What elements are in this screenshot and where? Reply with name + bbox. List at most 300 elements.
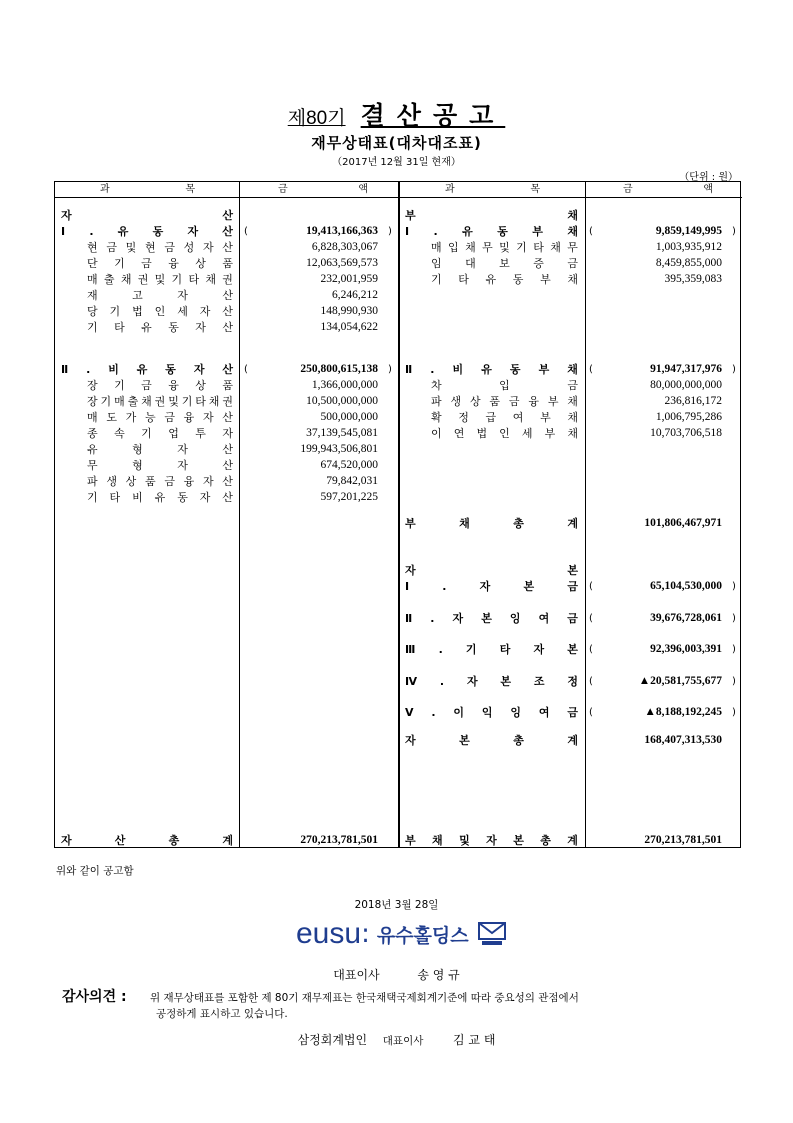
label-char: 금 bbox=[141, 257, 152, 270]
label-char: Ⅱ bbox=[405, 363, 413, 376]
label-char: 임 bbox=[431, 257, 442, 270]
header-amount-right bbox=[585, 182, 742, 198]
label-char: 상 bbox=[125, 475, 137, 488]
label-char: 유 bbox=[87, 443, 98, 456]
label-char: 유 bbox=[462, 225, 473, 238]
ceo-name: 송 영 규 bbox=[417, 968, 460, 982]
label-char: 품 bbox=[222, 379, 233, 392]
label-char: 유 bbox=[136, 363, 148, 376]
label-char: Ⅳ bbox=[405, 674, 418, 688]
label-char: 총 bbox=[540, 834, 551, 847]
table-row bbox=[55, 304, 742, 319]
row-amount: 101,806,467,971 bbox=[644, 517, 722, 529]
label-char: 본 bbox=[513, 834, 524, 847]
label-char: 잉 bbox=[509, 611, 521, 625]
label-char: 산 bbox=[222, 209, 233, 222]
logo-en: eusu bbox=[296, 917, 362, 950]
label-char: 급 bbox=[485, 411, 497, 424]
label-char: Ⅴ bbox=[405, 706, 414, 719]
ceo-line bbox=[0, 966, 793, 983]
label-char: 산 bbox=[222, 475, 233, 488]
label-char: 동 bbox=[509, 363, 521, 376]
label-char: 법 bbox=[132, 305, 143, 318]
row-amount: 10,703,706,518 bbox=[650, 427, 722, 439]
label-char: 산 bbox=[222, 459, 233, 472]
label-char: 타 bbox=[499, 643, 511, 656]
table-row bbox=[55, 426, 742, 441]
title-main: 결산공고 bbox=[360, 101, 506, 130]
label-char: 속 bbox=[114, 427, 125, 440]
label-char: 금 bbox=[623, 184, 633, 195]
label-char: 무 bbox=[567, 241, 578, 254]
label-char: 채 bbox=[567, 225, 578, 238]
label-char: 융 bbox=[168, 257, 179, 270]
label-char: 자 bbox=[177, 289, 188, 302]
ceo-title: 대표이사 bbox=[333, 968, 380, 982]
row-amount: ▲8,188,192,245 bbox=[644, 706, 722, 718]
label-char: 타 bbox=[114, 321, 125, 334]
row-amount: 92,396,003,391 bbox=[650, 643, 722, 655]
label-char: 권 bbox=[154, 395, 166, 408]
row-label bbox=[405, 833, 578, 848]
label-char: 채 bbox=[465, 241, 476, 254]
label-char: 본 bbox=[523, 580, 535, 593]
label-char: 대 bbox=[465, 257, 476, 270]
label-char: 권 bbox=[222, 273, 233, 286]
label-char: 비 bbox=[452, 363, 464, 376]
label-char: 자 bbox=[202, 411, 214, 424]
label-char: 기 bbox=[181, 395, 193, 408]
label-char: 매 bbox=[431, 241, 442, 254]
audit-opinion bbox=[150, 990, 710, 1022]
label-char: 품 bbox=[489, 395, 501, 408]
row-label bbox=[87, 320, 233, 335]
label-char: 입 bbox=[499, 379, 510, 392]
label-char: 금 bbox=[141, 379, 152, 392]
label-char: . bbox=[430, 611, 435, 625]
label-char: 금 bbox=[508, 395, 520, 408]
label-char: 권 bbox=[137, 273, 149, 286]
label-char: 기 bbox=[141, 427, 152, 440]
label-char: 금 bbox=[278, 184, 288, 195]
row-label bbox=[431, 240, 578, 255]
row-amount: 6,828,303,067 bbox=[311, 241, 378, 253]
table-row bbox=[55, 458, 742, 473]
unit-note: （단위 : 원） bbox=[679, 172, 738, 183]
label-char: 총 bbox=[168, 834, 180, 847]
row-amount: 6,246,212 bbox=[332, 289, 378, 301]
label-char: 산 bbox=[222, 363, 233, 376]
label-char: 채 bbox=[205, 273, 216, 286]
audit-text-line: 위 재무상태표를 포함한 제 80기 재무제표는 한국채택국제회계기준에 따라 중요성의 관점에서 bbox=[150, 992, 579, 1004]
label-char: 자 bbox=[61, 209, 72, 222]
row-label bbox=[405, 563, 578, 578]
table-row bbox=[55, 394, 742, 409]
label-char: 총 bbox=[513, 734, 524, 747]
label-char: 과 bbox=[100, 184, 110, 195]
paren-close: ) bbox=[732, 612, 736, 624]
label-char: 채 bbox=[459, 517, 470, 530]
total-row bbox=[55, 516, 742, 531]
row-amount: 79,842,031 bbox=[326, 475, 378, 487]
label-char: 계 bbox=[567, 517, 578, 530]
label-char: 산 bbox=[222, 289, 233, 302]
subtitle: 재무상태표(대차대조표) bbox=[311, 134, 482, 152]
label-char: . bbox=[442, 580, 447, 593]
paren-open: ( bbox=[244, 364, 248, 375]
label-char: 융 bbox=[528, 395, 539, 408]
row-amount: 236,816,172 bbox=[664, 395, 722, 407]
label-char: 도 bbox=[106, 411, 117, 424]
row-label bbox=[405, 362, 578, 377]
label-char: 기 bbox=[516, 241, 527, 254]
row-amount: 199,943,506,801 bbox=[300, 443, 378, 455]
label-char: 자 bbox=[222, 427, 233, 440]
label-char: 총 bbox=[513, 517, 524, 530]
label-char: 채 bbox=[120, 273, 132, 286]
label-char: 자 bbox=[193, 363, 205, 376]
row-label bbox=[431, 256, 578, 271]
row-amount: 597,201,225 bbox=[320, 491, 378, 503]
label-char: 인 bbox=[154, 305, 166, 318]
label-char: 자 bbox=[202, 241, 214, 254]
row-label bbox=[87, 458, 233, 473]
label-char: 자 bbox=[177, 459, 188, 472]
auditor-line bbox=[0, 1031, 793, 1048]
label-char: . bbox=[438, 643, 443, 656]
paren-open: ( bbox=[589, 675, 593, 687]
label-char: 채 bbox=[567, 395, 578, 408]
row-label bbox=[87, 288, 233, 303]
label-char: 파 bbox=[431, 395, 442, 408]
label-char: 자 bbox=[202, 475, 214, 488]
label-char: 유 bbox=[141, 321, 152, 334]
label-char: 기 bbox=[171, 273, 183, 286]
label-char: 부 bbox=[547, 395, 559, 408]
section-liabilities bbox=[55, 208, 742, 223]
label-char: 동 bbox=[497, 225, 508, 238]
paren-close: ) bbox=[732, 707, 736, 718]
auditor-name: 김 교 태 bbox=[453, 1033, 496, 1047]
row-label bbox=[405, 579, 578, 594]
label-char: 품 bbox=[144, 475, 156, 488]
label-char: 법 bbox=[476, 427, 488, 440]
label-char: 및 bbox=[125, 241, 137, 254]
row-label bbox=[405, 642, 578, 657]
label-char: 매 bbox=[114, 395, 125, 408]
row-amount: 134,054,622 bbox=[320, 321, 378, 333]
label-char: 품 bbox=[222, 257, 233, 270]
label-char: 능 bbox=[144, 411, 156, 424]
table-row bbox=[55, 272, 742, 287]
label-char: 금 bbox=[164, 475, 175, 488]
table-row bbox=[55, 490, 742, 505]
label-char: 및 bbox=[499, 241, 510, 254]
label-char: 기 bbox=[114, 257, 125, 270]
label-char: 현 bbox=[87, 241, 98, 254]
label-char: 자 bbox=[187, 225, 199, 238]
label-char: 자 bbox=[61, 834, 72, 847]
label-char: 및 bbox=[168, 395, 179, 408]
label-char: . bbox=[431, 706, 436, 719]
row-label bbox=[405, 674, 578, 689]
label-char: 융 bbox=[168, 379, 179, 392]
label-char: 자 bbox=[199, 491, 211, 504]
label-char: Ⅰ bbox=[405, 580, 410, 593]
paren-open: ( bbox=[244, 226, 248, 237]
label-char: 기 bbox=[87, 491, 98, 504]
table-row bbox=[55, 256, 742, 271]
label-char: 익 bbox=[481, 706, 493, 719]
paren-close: ) bbox=[388, 226, 392, 237]
label-char: 본 bbox=[500, 674, 512, 688]
paren-close: ) bbox=[732, 226, 736, 237]
audit-text-line: 공정하게 표시하고 있습니다. bbox=[156, 1008, 288, 1020]
label-char: 생 bbox=[106, 475, 117, 488]
label-char: 부 bbox=[544, 427, 556, 440]
row-amount: 270,213,781,501 bbox=[644, 834, 722, 846]
header-item-right bbox=[400, 182, 585, 198]
label-char: 융 bbox=[183, 475, 195, 488]
label-char: 업 bbox=[168, 427, 179, 440]
paren-open: ( bbox=[589, 707, 593, 718]
row-label bbox=[87, 474, 233, 489]
row-amount: 8,459,855,000 bbox=[655, 257, 722, 269]
label-char: 확 bbox=[431, 411, 442, 424]
label-char: 산 bbox=[222, 443, 233, 456]
company-logo bbox=[296, 918, 507, 950]
label-char: 타 bbox=[195, 395, 206, 408]
title-period: 제80기 bbox=[287, 108, 346, 129]
label-char: 성 bbox=[183, 241, 195, 254]
row-amount: 500,000,000 bbox=[320, 411, 378, 423]
row-amount: 1,003,935,912 bbox=[655, 241, 722, 253]
subtotal-row bbox=[55, 611, 742, 626]
label-char: 부 bbox=[532, 225, 543, 238]
paren-open: ( bbox=[589, 644, 593, 655]
label-char: 자 bbox=[405, 734, 416, 747]
label-char: . bbox=[86, 363, 91, 376]
label-char: 자 bbox=[533, 643, 545, 656]
auditor-title: 대표이사 bbox=[382, 1035, 424, 1047]
label-char: 재 bbox=[87, 289, 98, 302]
label-char: 기 bbox=[465, 643, 477, 656]
label-char: 금 bbox=[567, 257, 578, 270]
label-char: 액 bbox=[703, 184, 713, 195]
label-char: 보 bbox=[499, 257, 510, 270]
table-row bbox=[55, 240, 742, 255]
label-char: 채 bbox=[550, 241, 561, 254]
row-label bbox=[431, 410, 578, 425]
row-amount: 37,139,545,081 bbox=[306, 427, 378, 439]
label-char: 금 bbox=[567, 706, 578, 719]
label-char: 이 bbox=[453, 706, 465, 719]
row-label bbox=[431, 394, 578, 409]
label-char: 계 bbox=[567, 734, 578, 747]
label-char: 산 bbox=[222, 241, 233, 254]
total-row bbox=[55, 733, 742, 748]
label-char: 융 bbox=[183, 411, 195, 424]
paren-close: ) bbox=[732, 581, 736, 592]
label-char: Ⅰ bbox=[61, 225, 66, 238]
label-char: 자 bbox=[486, 834, 497, 847]
paren-open: ( bbox=[589, 581, 593, 592]
subtotal-row bbox=[55, 674, 742, 689]
subtotal-row bbox=[55, 705, 742, 720]
label-char: 조 bbox=[533, 674, 545, 688]
row-label bbox=[87, 304, 233, 319]
label-char: 산 bbox=[222, 321, 233, 334]
row-amount: 9,859,149,995 bbox=[655, 225, 722, 237]
label-char: 동 bbox=[152, 225, 164, 238]
label-char: 세 bbox=[521, 427, 533, 440]
label-char: 목 bbox=[185, 184, 195, 195]
row-amount: 232,001,959 bbox=[320, 273, 378, 285]
label-char: 상 bbox=[195, 257, 206, 270]
label-char: 자 bbox=[177, 443, 188, 456]
logo-ko: 유수홀딩스 bbox=[376, 924, 469, 947]
label-char: 채 bbox=[141, 395, 152, 408]
row-amount: 19,413,166,363 bbox=[306, 225, 378, 237]
label-char: 유 bbox=[485, 273, 497, 286]
page-title bbox=[0, 96, 793, 132]
subtotal-row bbox=[55, 224, 742, 239]
label-char: 무 bbox=[482, 241, 493, 254]
label-char: 기 bbox=[87, 321, 98, 334]
row-label bbox=[431, 378, 578, 393]
row-amount: ▲20,581,755,677 bbox=[638, 674, 722, 687]
header-item-right-label bbox=[445, 182, 540, 197]
row-label bbox=[431, 272, 578, 287]
label-char: 상 bbox=[195, 379, 206, 392]
label-char: 금 bbox=[567, 580, 578, 593]
label-char: 당 bbox=[87, 305, 98, 318]
label-char: 산 bbox=[222, 225, 233, 238]
subtotal-row bbox=[55, 642, 742, 657]
label-char: 단 bbox=[87, 257, 98, 270]
label-char: 종 bbox=[87, 427, 98, 440]
label-char: Ⅱ bbox=[405, 611, 413, 625]
label-char: . bbox=[433, 225, 438, 238]
label-char: 입 bbox=[448, 241, 459, 254]
label-char: 출 bbox=[103, 273, 115, 286]
row-amount: 270,213,781,501 bbox=[300, 834, 378, 846]
row-amount: 39,676,728,061 bbox=[650, 611, 722, 624]
logo-emblem-icon bbox=[477, 921, 507, 947]
label-char: 여 bbox=[512, 411, 524, 424]
row-amount: 91,947,317,976 bbox=[650, 363, 722, 375]
label-char: 부 bbox=[540, 411, 551, 424]
logo-colon-icon: : bbox=[361, 919, 370, 949]
label-char: Ⅰ bbox=[405, 225, 410, 238]
label-char: 계 bbox=[567, 834, 578, 847]
label-char: . bbox=[89, 225, 94, 238]
header-amount-left bbox=[240, 182, 400, 198]
label-char: 채 bbox=[567, 427, 578, 440]
label-char: 기 bbox=[100, 395, 112, 408]
label-char: 출 bbox=[127, 395, 139, 408]
label-char: 타 bbox=[458, 273, 469, 286]
label-char: 부 bbox=[538, 363, 550, 376]
row-amount: 250,800,615,138 bbox=[300, 363, 378, 375]
label-char: 형 bbox=[132, 459, 143, 472]
label-char: 산 bbox=[222, 491, 233, 504]
row-label bbox=[405, 208, 578, 223]
label-char: 동 bbox=[177, 491, 188, 504]
label-char: 기 bbox=[109, 305, 121, 318]
label-char: 부 bbox=[405, 209, 416, 222]
label-char: 무 bbox=[87, 459, 98, 472]
label-char: 형 bbox=[132, 443, 143, 456]
announcement-note: 위와 같이 공고함 bbox=[56, 865, 134, 877]
label-char: 및 bbox=[154, 273, 166, 286]
label-char: 액 bbox=[358, 184, 368, 195]
row-amount: 12,063,569,573 bbox=[306, 257, 378, 269]
label-char: 자 bbox=[199, 305, 211, 318]
label-char: 기 bbox=[431, 273, 442, 286]
label-char: 자 bbox=[405, 564, 416, 577]
label-char: 금 bbox=[106, 241, 117, 254]
label-char: 이 bbox=[431, 427, 442, 440]
label-char: 증 bbox=[533, 257, 544, 270]
label-char: 비 bbox=[132, 491, 143, 504]
row-amount: 1,006,795,286 bbox=[655, 411, 722, 423]
label-char: 고 bbox=[132, 289, 143, 302]
label-char: 부 bbox=[405, 834, 416, 847]
row-amount: 1,366,000,000 bbox=[311, 379, 378, 391]
paren-close: ) bbox=[388, 364, 392, 375]
label-char: 차 bbox=[431, 379, 442, 392]
label-char: 본 bbox=[481, 611, 492, 625]
row-amount: 168,407,313,530 bbox=[644, 734, 722, 746]
label-char: 정 bbox=[458, 411, 469, 424]
subtotal-row bbox=[55, 579, 742, 594]
row-label bbox=[405, 733, 578, 748]
label-char: 가 bbox=[125, 411, 137, 424]
label-char: 본 bbox=[567, 643, 578, 656]
label-char: 기 bbox=[114, 379, 125, 392]
label-char: 자 bbox=[479, 580, 491, 593]
paren-open: ( bbox=[589, 226, 593, 237]
label-char: 세 bbox=[177, 305, 188, 318]
label-char: 금 bbox=[164, 411, 175, 424]
table-row bbox=[55, 320, 742, 335]
table-row bbox=[55, 410, 742, 425]
announcement-date: 2018년 3월 28일 bbox=[354, 899, 439, 911]
label-char: 비 bbox=[108, 363, 119, 376]
label-char: 타 bbox=[533, 241, 544, 254]
label-char: 여 bbox=[538, 611, 550, 625]
label-char: 인 bbox=[499, 427, 510, 440]
label-char: 장 bbox=[87, 379, 98, 392]
row-amount: 65,104,530,000 bbox=[650, 580, 722, 592]
row-label bbox=[87, 490, 233, 505]
row-amount: 148,990,930 bbox=[320, 305, 378, 317]
label-char: 투 bbox=[195, 427, 206, 440]
label-char: 유 bbox=[154, 491, 166, 504]
label-char: 현 bbox=[144, 241, 156, 254]
row-label bbox=[405, 224, 578, 239]
header-amount-right-label bbox=[623, 182, 713, 197]
label-char: 유 bbox=[117, 225, 129, 238]
paren-open: ( bbox=[589, 612, 593, 624]
label-char: 정 bbox=[567, 674, 578, 688]
paren-close: ) bbox=[732, 675, 736, 687]
label-char: 산 bbox=[222, 305, 233, 318]
total-row bbox=[55, 833, 742, 848]
label-char: 부 bbox=[405, 517, 416, 530]
label-char: 상 bbox=[469, 395, 481, 408]
